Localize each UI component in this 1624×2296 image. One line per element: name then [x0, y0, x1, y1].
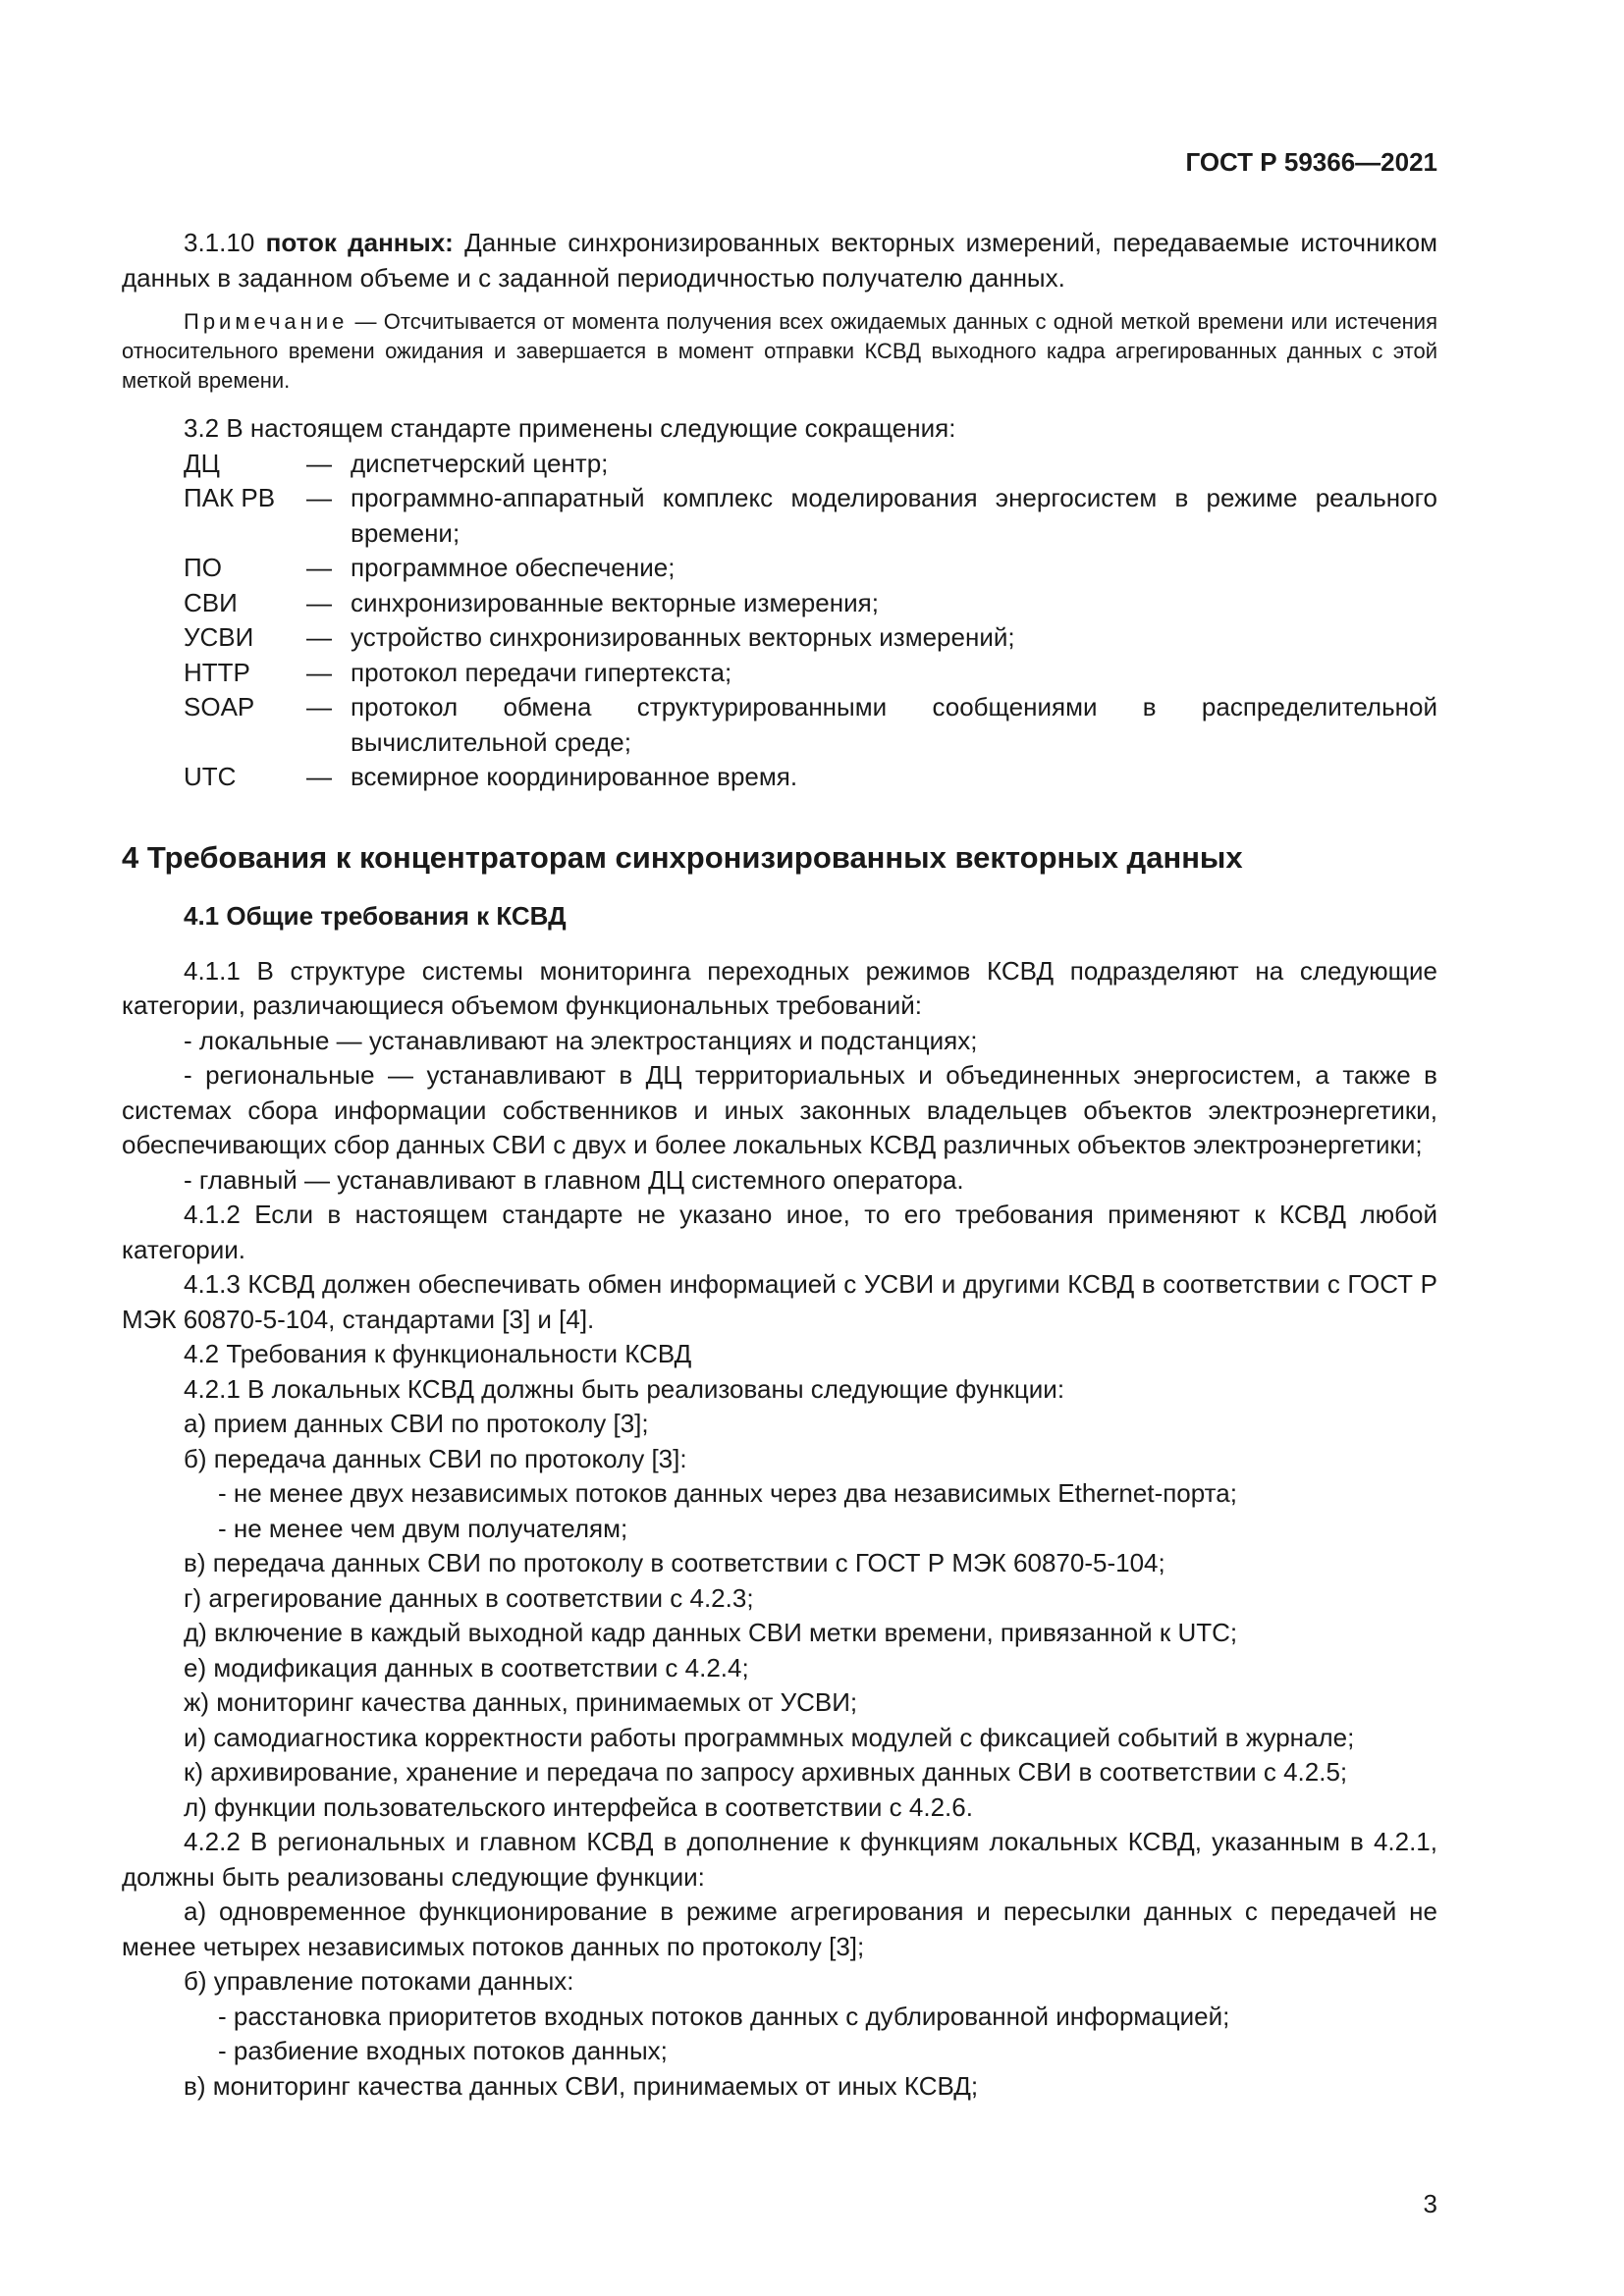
abbreviation: SOAP	[184, 692, 255, 721]
abbreviation: UTC	[184, 762, 237, 791]
list-item: - расстановка приоритетов входных потоков данных с дублированной информацией;	[218, 2001, 1230, 2031]
list-item: а) прием данных СВИ по протоколу [3];	[184, 1409, 649, 1438]
list-item: - не менее двух независимых потоков данных через два независимых Ethernet-порта;	[218, 1478, 1237, 1508]
abbreviation-row	[184, 481, 1437, 551]
abbreviation-dash: —	[306, 692, 332, 721]
paragraph-4-2-2: 4.2.2 В региональных и главном КСВД в дополнение к функциям локальных КСВД, указанным в 4.2.1, должны быть реализованы следующие функции:	[122, 1827, 1437, 1892]
section-4-heading: 4 Требования к концентраторам синхронизированных векторных данных	[122, 839, 1243, 875]
abbreviation-dash: —	[306, 622, 332, 652]
abbreviation-row	[184, 760, 1437, 795]
paragraph-4-1-3: 4.1.3 КСВД должен обеспечивать обмен информацией с УСВИ и другими КСВД в соответствии с ГОСТ Р МЭК 60870-5-104, стандартами [3] и [4].	[122, 1269, 1437, 1334]
list-item: - разбиение входных потоков данных;	[218, 2036, 668, 2065]
abbreviation-row	[184, 586, 1437, 621]
abbreviation-dash: —	[306, 657, 332, 687]
abbreviation: ПАК РВ	[184, 483, 276, 512]
abbreviation-row	[184, 620, 1437, 656]
abbreviation-definition: программно-аппаратный комплекс моделирования энергосистем в режиме реального времени;	[351, 483, 1437, 548]
list-item-regional: - региональные — устанавливают в ДЦ территориальных и объединенных энергосистем, а также в системах сбора информации собственников и иных законных владельцев объектов электроэнергетики, обеспечивающих сбор данных СВИ с двух и более локальных КСВД различных объектов электроэнергетики;	[122, 1060, 1437, 1159]
abbreviation-dash: —	[306, 762, 332, 791]
abbreviation-row	[184, 551, 1437, 586]
abbreviation-definition: протокол передачи гипертекста;	[351, 657, 732, 687]
paragraph-4-2-1: 4.2.1 В локальных КСВД должны быть реализованы следующие функции:	[184, 1373, 1065, 1404]
list-item-local: - локальные — устанавливают на электростанциях и подстанциях;	[184, 1025, 978, 1055]
abbreviation: УСВИ	[184, 622, 254, 652]
list-item: л) функции пользовательского интерфейса в соответствии с 4.2.6.	[184, 1791, 973, 1822]
abbreviation-row	[184, 447, 1437, 482]
note-text: — Отсчитывается от момента получения всех ожидаемых данных с одной меткой времени или истечения относительного времени ожидания и завершается в момент отправки КСВД выходного кадра агрегированных данных с этой меткой времени.	[122, 309, 1437, 393]
abbreviation: СВИ	[184, 587, 238, 617]
list-item: е) модификация данных в соответствии с 4.2.4;	[184, 1652, 749, 1682]
note-label: Примечание	[184, 309, 349, 334]
list-item: - не менее чем двум получателям;	[218, 1513, 628, 1543]
subsection-4-1-heading: 4.1 Общие требования к КСВД	[184, 900, 567, 931]
list-item: б) управление потоками данных:	[184, 1966, 574, 1996]
abbreviation-dash: —	[306, 483, 332, 512]
abbreviation-definition: синхронизированные векторные измерения;	[351, 587, 879, 617]
paragraph-4-1-2: 4.1.2 Если в настоящем стандарте не указано иное, то его требования применяют к КСВД любой категории.	[122, 1200, 1437, 1264]
list-item: к) архивирование, хранение и передача по запросу архивных данных СВИ в соответствии с 4.2.5;	[184, 1757, 1348, 1787]
abbreviation-row	[184, 656, 1437, 691]
abbreviation-definition: программное обеспечение;	[351, 553, 676, 582]
abbreviations-table	[184, 447, 1437, 795]
list-item: а) одновременное функционирование в режиме агрегирования и пересылки данных с передачей не менее четырех независимых потоков данных по протоколу [3];	[122, 1896, 1437, 1961]
list-item: в) передача данных СВИ по протоколу в соответствии с ГОСТ Р МЭК 60870-5-104;	[184, 1548, 1165, 1577]
paragraph-4-2: 4.2 Требования к функциональности КСВД	[184, 1339, 692, 1368]
clause-number: 3.1.10	[184, 228, 255, 257]
list-item-main: - главный — устанавливают в главном ДЦ системного оператора.	[184, 1164, 964, 1195]
abbreviation: ПО	[184, 553, 222, 582]
abbreviation-row	[184, 690, 1437, 760]
page-number: 3	[1423, 2189, 1437, 2218]
abbreviation-definition: диспетчерский центр;	[351, 448, 609, 478]
abbreviation-definition: устройство синхронизированных векторных измерений;	[351, 622, 1015, 652]
term-name: поток данных:	[265, 228, 454, 257]
list-item: б) передача данных СВИ по протоколу [3]:	[184, 1443, 687, 1473]
term-definition: Данные синхронизированных векторных измерений, передаваемые источником данных в заданном объеме и с заданной периодичностью получателю данных.	[122, 228, 1437, 293]
paragraph-3-2: 3.2 В настоящем стандарте применены следующие сокращения:	[184, 413, 956, 443]
paragraph-4-1-1: 4.1.1 В структуре системы мониторинга переходных режимов КСВД подразделяют на следующие категории, различающиеся объемом функциональных требований:	[122, 955, 1437, 1020]
abbreviation-dash: —	[306, 448, 332, 478]
note-paragraph	[122, 307, 1437, 396]
list-item: в) мониторинг качества данных СВИ, принимаемых от иных КСВД;	[184, 2070, 979, 2101]
abbreviation-definition: протокол обмена структурированными сообщениями в распределительной вычислительной среде;	[351, 692, 1437, 757]
list-item: и) самодиагностика корректности работы программных модулей с фиксацией событий в журнале;	[184, 1722, 1355, 1752]
document-header: ГОСТ Р 59366—2021	[1185, 147, 1437, 177]
paragraph-3-1-10	[122, 226, 1437, 295]
list-item: г) агрегирование данных в соответствии с 4.2.3;	[184, 1582, 754, 1613]
abbreviation: ДЦ	[184, 448, 220, 478]
abbreviation: HTTP	[184, 657, 250, 687]
list-item: д) включение в каждый выходной кадр данных СВИ метки времени, привязанной к UTC;	[184, 1618, 1238, 1647]
page-content	[122, 226, 1437, 2104]
abbreviation-dash: —	[306, 553, 332, 582]
abbreviation-dash: —	[306, 587, 332, 617]
abbreviation-definition: всемирное координированное время.	[351, 762, 798, 791]
list-item: ж) мониторинг качества данных, принимаемых от УСВИ;	[184, 1687, 858, 1717]
